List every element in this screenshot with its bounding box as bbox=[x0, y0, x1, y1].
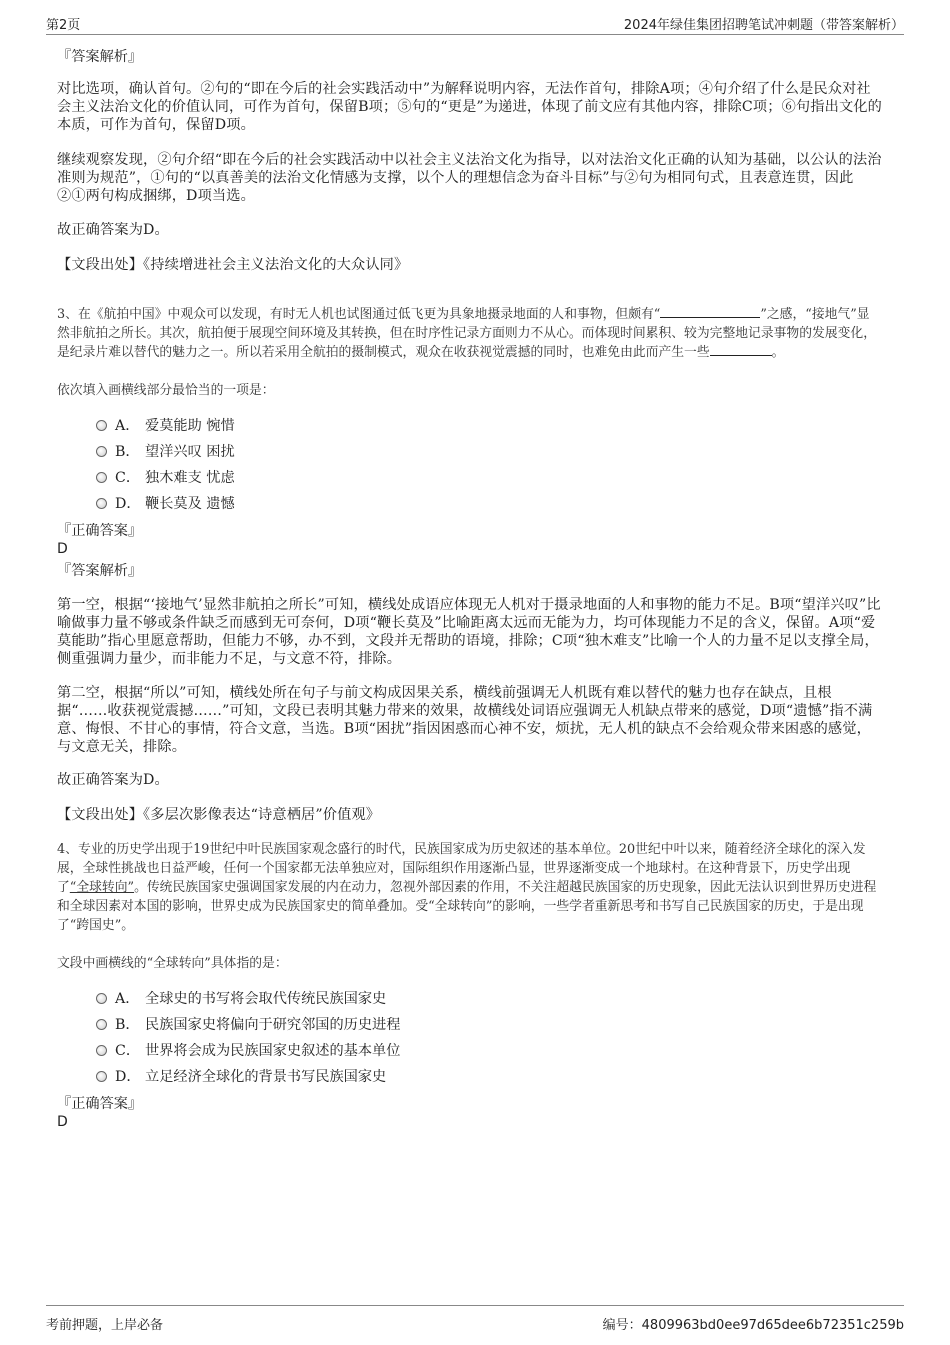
document-code: 编号：4809963bd0ee97d65dee6b72351c259b bbox=[602, 1318, 904, 1333]
radio-icon[interactable] bbox=[96, 420, 107, 431]
q4-prompt: 文段中画横线的“全球转向”具体指的是： bbox=[57, 956, 288, 971]
q3-answer: D bbox=[57, 541, 68, 557]
q3-analysis-paragraph-2: 第二空，根据“所以”可知，横线处所在句子与前文构成因果关系，横线前强调无人机既有难以替代的魅力也存在缺点，且根据“……收获视觉震撼……”可知，文段已表明其魅力带来的效果，故横线处词语应强调无人机缺点带来的感觉，D项“遗憾”指不满意、悔恨、不甘心的事情，符合文意，当选。B项“困扰”指因困惑而心神不安，烦扰，无人机的缺点不会给观众带来困惑的感觉，与文意无关，排除。 bbox=[57, 685, 873, 755]
q4-answer: D bbox=[57, 1114, 68, 1130]
page-header bbox=[46, 10, 904, 35]
q3-option-b[interactable]: B． 望洋兴叹 困扰 bbox=[96, 443, 235, 461]
radio-icon[interactable] bbox=[96, 472, 107, 483]
radio-icon[interactable] bbox=[96, 993, 107, 1004]
radio-icon[interactable] bbox=[96, 498, 107, 509]
page-footer bbox=[46, 1305, 904, 1332]
q3-prompt: 依次填入画横线部分最恰当的一项是： bbox=[57, 383, 275, 398]
q4-option-d[interactable]: D． 立足经济全球化的背景书写民族国家史 bbox=[96, 1068, 386, 1086]
radio-icon[interactable] bbox=[96, 1071, 107, 1082]
analysis-label: 『答案解析』 bbox=[57, 563, 143, 579]
q3-conclusion: 故正确答案为D。 bbox=[57, 772, 169, 788]
correct-answer-label: 『正确答案』 bbox=[57, 1096, 143, 1112]
q3-source: 【文段出处】《多层次影像表达“诗意栖居”价值观》 bbox=[57, 807, 381, 823]
q3-option-c[interactable]: C． 独木难支 忧虑 bbox=[96, 469, 235, 487]
fill-blank-1 bbox=[660, 305, 760, 318]
radio-icon[interactable] bbox=[96, 1045, 107, 1056]
fill-blank-2 bbox=[710, 343, 772, 356]
radio-icon[interactable] bbox=[96, 1019, 107, 1030]
q3-option-a[interactable]: A． 爱莫能助 惋惜 bbox=[96, 417, 235, 435]
q3-stem: 3、在《航拍中国》中观众可以发现，有时无人机也试图通过低飞更为具象地摄录地面的人和事物，但颇有“ ”之感，“接地气”显然非航拍之所长。其次，航拍便于展现空间环境及其转换，但在时序性记录方面则力不从心。而体现时间累积、较为完整地记录事物的发展变化，是纪录片难以替代的魅力之一。所以若采用全航拍的摄制模式，观众在收获视觉震撼的同时，也难免由此而产生一些 。 bbox=[57, 307, 876, 360]
q4-option-b[interactable]: B． 民族国家史将偏向于研究邻国的历史进程 bbox=[96, 1016, 400, 1034]
q4-option-c[interactable]: C． 世界将会成为民族国家史叙述的基本单位 bbox=[96, 1042, 400, 1060]
q2-source: 【文段出处】《持续增进社会主义法治文化的大众认同》 bbox=[57, 257, 409, 273]
q3-analysis-paragraph-1: 第一空，根据“‘接地气’显然非航拍之所长”可知，横线处成语应体现无人机对于摄录地面的人和事物的能力不足。B项“望洋兴叹”比喻做事力量不够或条件缺乏而感到无可奈何，D项“鞭长莫及”比喻距离太远而无能为力，均可体现能力不足的含义，保留。A项“爱莫能助”指心里愿意帮助，但能力不够，办不到，文段并无帮助的语境，排除；C项“独木难支”比喻一个人的力量不足以支撑全局，侧重强调力量少，而非能力不足，与文意不符，排除。 bbox=[57, 597, 881, 667]
analysis-label: 『答案解析』 bbox=[57, 49, 143, 65]
document-title: 2024年绿佳集团招聘笔试冲刺题（带答案解析） bbox=[623, 18, 904, 33]
q4-option-a[interactable]: A． 全球史的书写将会取代传统民族国家史 bbox=[96, 990, 386, 1008]
footer-slogan: 考前押题，上岸必备 bbox=[46, 1318, 164, 1333]
correct-answer-label: 『正确答案』 bbox=[57, 523, 143, 539]
page-number: 第2页 bbox=[46, 18, 81, 33]
q2-analysis-paragraph-2: 继续观察发现，②句介绍“即在今后的社会实践活动中以社会主义法治文化为指导，以对法治文化正确的认知为基础，以公认的法治准则为规范”，①句的“以真善美的法治文化情感为支撑，以个人的理想信念为奋斗目标”与②句为相同句式，且表意连贯，因此②①两句构成捆绑，D项当选。 bbox=[57, 152, 882, 204]
q2-analysis-paragraph-1: 对比选项，确认首句。②句的“即在今后的社会实践活动中”为解释说明内容，无法作首句，排除A项；④句介绍了什么是民众对社会主义法治文化的价值认同，可作为首句，保留B项；⑤句的“更是”为递进，体现了前文应有其他内容，排除C项；⑥句指出文化的本质，可作为首句，保留D项。 bbox=[57, 81, 882, 133]
radio-icon[interactable] bbox=[96, 446, 107, 457]
q4-stem: 4、专业的历史学出现于19世纪中叶民族国家观念盛行的时代，民族国家成为历史叙述的基本单位。20世纪中叶以来，随着经济全球化的深入发展，全球性挑战也日益严峻，任何一个国家都无法单独应对，国际组织作用逐渐凸显，世界逐渐变成一个地球村。在这种背景下，历史学出现了“全球转向”。传统民族国家史强调国家发展的内在动力，忽视外部因素的作用，不关注超越民族国家的历史现象，因此无法认识到世界历史进程和全球因素对本国的影响，世界史成为民族国家史的简单叠加。受“全球转向”的影响，一些学者重新思考和书写自己民族国家的历史，于是出现了“跨国史”。 bbox=[57, 842, 877, 933]
underlined-phrase: “全球转向” bbox=[69, 880, 135, 895]
q2-conclusion: 故正确答案为D。 bbox=[57, 222, 169, 238]
q3-option-d[interactable]: D． 鞭长莫及 遗憾 bbox=[96, 495, 235, 513]
